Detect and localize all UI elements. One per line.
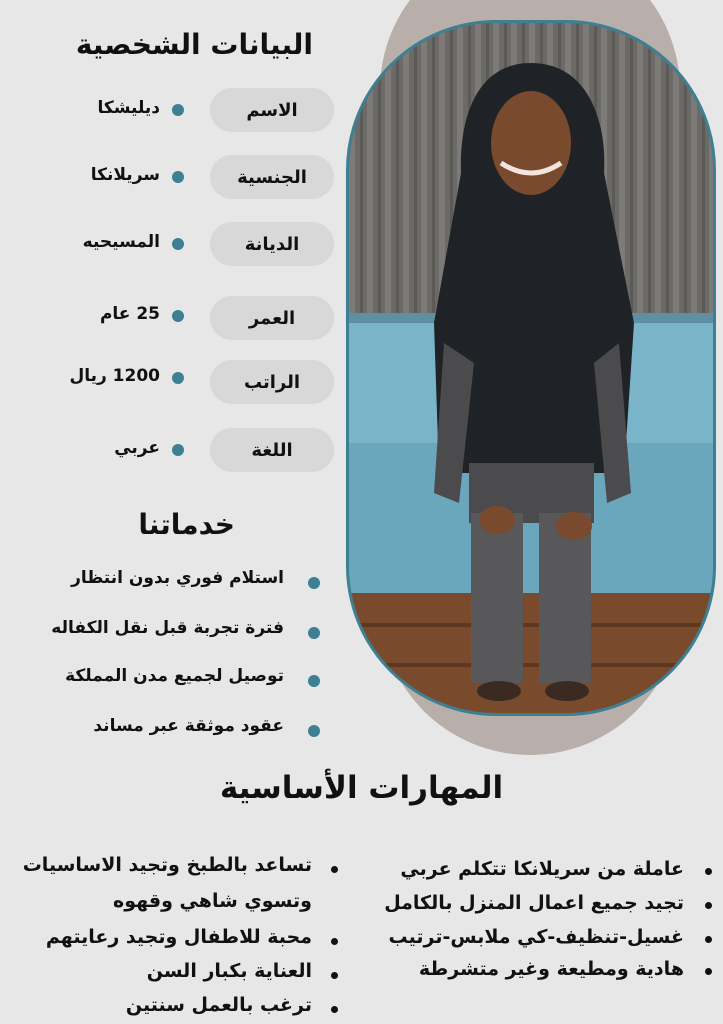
service-text: عقود موثقة عبر مساند bbox=[93, 716, 284, 736]
skill-bullet bbox=[331, 938, 338, 945]
info-value-language: عربي bbox=[114, 438, 160, 458]
bullet-dot bbox=[172, 444, 184, 456]
info-label-salary: الراتب bbox=[210, 360, 334, 404]
info-label-age: العمر bbox=[210, 296, 334, 340]
skill-bullet bbox=[331, 1006, 338, 1013]
skills-title: المهارات الأساسية bbox=[219, 770, 504, 806]
service-item bbox=[0, 618, 330, 648]
skill-line: ترغب بالعمل سنتين bbox=[125, 994, 312, 1016]
bullet-dot bbox=[308, 627, 320, 639]
service-text: استلام فوري بدون انتظار bbox=[71, 568, 284, 588]
bullet-dot bbox=[172, 372, 184, 384]
service-text: فترة تجربة قبل نقل الكفاله bbox=[51, 618, 284, 638]
bullet-dot bbox=[308, 725, 320, 737]
info-value-salary: 1200 ريال bbox=[69, 366, 160, 386]
bullet-dot bbox=[308, 577, 320, 589]
info-value-religion: المسيحيه bbox=[82, 232, 160, 252]
skill-bullet bbox=[705, 968, 712, 975]
skill-line: غسيل-تنظيف-كي ملابس-ترتيب bbox=[388, 926, 684, 948]
skill-line: تجيد جميع اعمال المنزل بالكامل bbox=[384, 892, 684, 914]
worker-photo-illustration bbox=[349, 23, 713, 713]
skill-line: العناية بكبار السن bbox=[146, 960, 312, 982]
bullet-dot bbox=[308, 675, 320, 687]
worker-photo bbox=[346, 20, 716, 716]
info-value-age: 25 عام bbox=[99, 304, 160, 324]
skill-line: هادية ومطيعة وغير متشرطة bbox=[418, 958, 684, 980]
skill-bullet bbox=[331, 972, 338, 979]
bullet-dot bbox=[172, 104, 184, 116]
service-item bbox=[0, 666, 330, 696]
skill-bullet bbox=[705, 868, 712, 875]
bullet-dot bbox=[172, 171, 184, 183]
skill-line: تساعد بالطبخ وتجيد الاساسيات bbox=[22, 854, 312, 876]
info-label-language: اللغة bbox=[210, 428, 334, 472]
info-row-name bbox=[0, 88, 340, 134]
service-item bbox=[0, 716, 330, 746]
skill-line: عاملة من سريلانكا تتكلم عربي bbox=[400, 858, 684, 880]
skill-line: محبة للاطفال وتجيد رعايتهم bbox=[45, 926, 312, 948]
info-row-language bbox=[0, 428, 340, 474]
info-row-salary bbox=[0, 360, 340, 406]
info-label-religion: الديانة bbox=[210, 222, 334, 266]
skills-left-column bbox=[0, 854, 340, 1024]
skill-bullet bbox=[705, 936, 712, 943]
skill-bullet bbox=[331, 866, 338, 873]
skills-right-column bbox=[370, 858, 718, 988]
info-row-age bbox=[0, 296, 340, 342]
info-value-name: ديليشكا bbox=[97, 98, 160, 118]
bullet-dot bbox=[172, 310, 184, 322]
skill-bullet bbox=[705, 902, 712, 909]
info-value-nationality: سريلانكا bbox=[90, 165, 160, 185]
service-item bbox=[0, 568, 330, 598]
info-row-religion bbox=[0, 222, 340, 268]
bullet-dot bbox=[172, 238, 184, 250]
info-label-name: الاسم bbox=[210, 88, 334, 132]
service-text: توصيل لجميع مدن المملكة bbox=[65, 666, 284, 686]
skill-line: وتسوي شاهي وقهوه bbox=[113, 890, 312, 912]
info-row-nationality bbox=[0, 155, 340, 201]
personal-info-title: البيانات الشخصية bbox=[75, 28, 313, 61]
services-title: خدماتنا bbox=[138, 508, 235, 541]
info-label-nationality: الجنسية bbox=[210, 155, 334, 199]
